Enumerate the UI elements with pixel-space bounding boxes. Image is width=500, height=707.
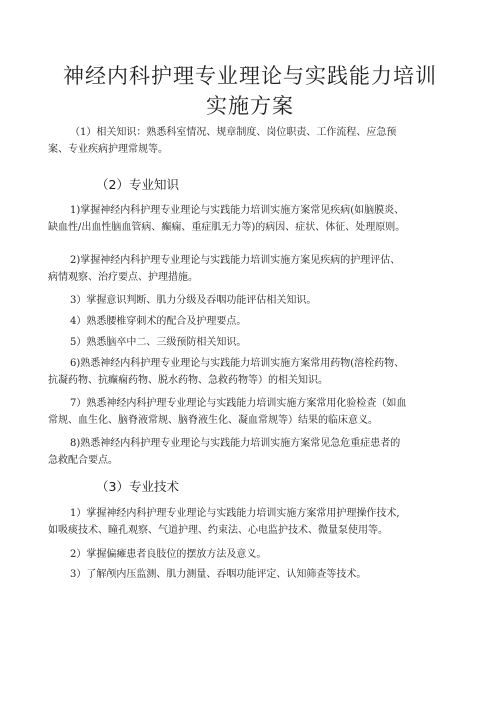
paragraph-line: 常规、血生化、脑脊液常规、脑脊液生化、凝血常规等）结果的临床意义。: [48, 415, 378, 426]
knowledge-item-6: [48, 355, 435, 389]
section-heading-professional-skills: （3）专业技术: [96, 479, 179, 494]
related-knowledge-paragraph: [48, 124, 435, 158]
knowledge-item-7: [48, 395, 435, 429]
paragraph-line: 7）熟悉神经内科护理专业理论与实践能力培训实施方案常用化验检查（如血: [70, 398, 407, 409]
skill-item-3: 3）了解颅内压监测、肌力测量、吞咽功能评定、认知筛查等技术。: [70, 569, 367, 580]
paragraph-line: 案、专业疾病护理常规等。: [48, 144, 168, 155]
paragraph-line: 6)熟悉神经内科护理专业理论与实践能力培训实施方案常用药物(溶栓药物、: [70, 358, 405, 369]
document-title-line-2: 实施方案: [206, 94, 294, 118]
document-title-line-1: 神经内科护理专业理论与实践能力培训: [63, 64, 437, 88]
skill-item-1: [48, 505, 435, 539]
paragraph-line: 1)掌握神经内科护理专业理论与实践能力培训实施方案常见疾病(如脑膜炎、: [70, 205, 405, 216]
section-heading-professional-knowledge: （2）专业知识: [96, 177, 179, 192]
knowledge-item-5: 5）熟悉脑卒中二、三级预防相关知识。: [70, 337, 247, 348]
knowledge-item-3: 3）掌握意识判断、肌力分级及吞咽功能评估相关知识。: [70, 295, 317, 306]
paragraph-line: 病情观察、治疗要点、护理措施。: [48, 272, 198, 283]
paragraph-line: 1）掌握神经内科护理专业理论与实践能力培训实施方案常用护理操作技术,: [70, 508, 400, 519]
paragraph-line: （1）相关知识：熟悉科室情况、规章制度、岗位职责、工作流程、应急预: [70, 127, 397, 138]
knowledge-item-1: [48, 202, 435, 236]
paragraph-line: 缺血性/出血性脑血管病、癫痫、重症肌无力等)的病因、症状、体征、处理原则。: [48, 222, 406, 233]
paragraph-line: 8)熟悉神经内科护理专业理论与实践能力培训实施方案常见急危重症患者的: [70, 438, 401, 449]
paragraph-line: 抗凝药物、抗癫痫药物、脱水药物、急救药物等）的相关知识。: [48, 375, 328, 386]
paragraph-line: 急救配合要点。: [48, 455, 118, 466]
paragraph-line: 如吸痰技术、瞳孔观察、气道护理、约束法、心电监护技术、微量泵使用等。: [48, 525, 388, 536]
paragraph-line: 2)掌握神经内科护理专业理论与实践能力培训实施方案见疾病的护理评估、: [70, 255, 401, 266]
knowledge-item-2: [48, 252, 435, 286]
skill-item-2: 2）掌握偏瘫患者良肢位的摆放方法及意义。: [70, 549, 267, 560]
knowledge-item-8: [48, 435, 435, 469]
knowledge-item-4: 4）熟悉腰椎穿刺术的配合及护理要点。: [70, 316, 247, 327]
